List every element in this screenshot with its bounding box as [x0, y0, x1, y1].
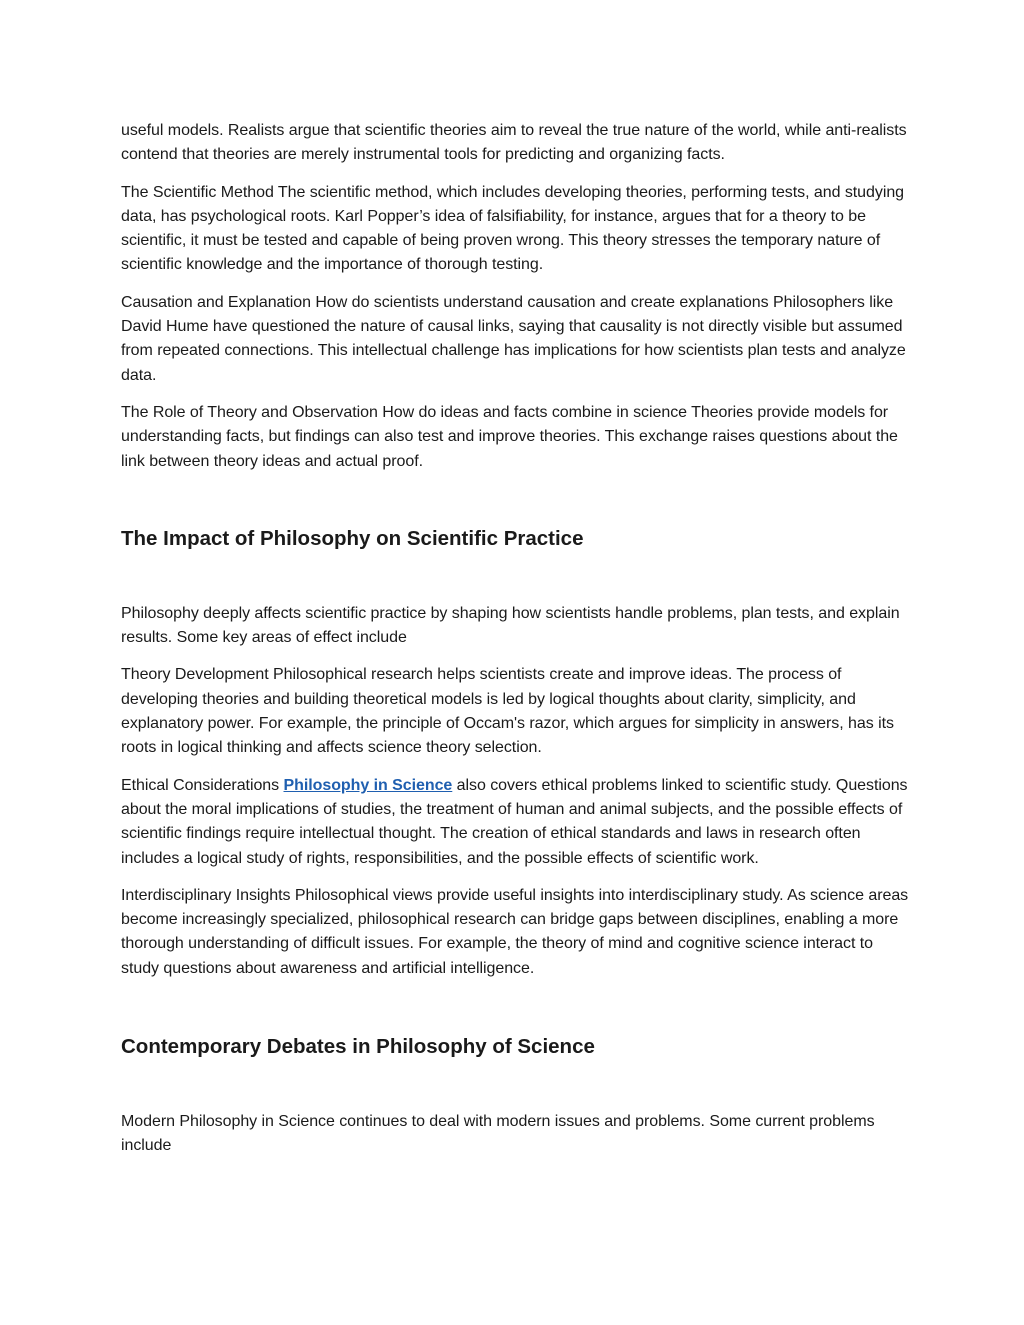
paragraph-theory-development: Theory Development Philosophical research helps scientists create and improve ideas. The process of developing theories and building theoretical models is led by logical thoughts about clarity, simplicity, and explanatory power. For example, the principle of Occam's razor, which argues for simplicity in answers, has its roots in logical thinking and affects science theory selection.: [121, 666, 894, 757]
paragraph-interdisciplinary: Interdisciplinary Insights Philosophical views provide useful insights into interdisciplinary study. As science areas become increasingly specialized, philosophical research can bridge gaps between disciplines, enabling a more thorough understanding of difficult issues. For example, the theory of mind and cognitive science interact to study questions about awareness and artificial intelligence.: [121, 886, 909, 977]
heading-impact: The Impact of Philosophy on Scientific Practice: [121, 526, 584, 550]
ethical-suffix: also covers ethical problems linked to scientific study. Questions about the moral implications of studies, the treatment of human and animal subjects, and the possible effects of scientific findings require intellectual thought. The creation of ethical standards and laws in research often includes a logical study of rights, responsibilities, and the possible effects of scientific work.: [121, 776, 908, 867]
document-page: [121, 119, 911, 1172]
heading-contemporary: Contemporary Debates in Philosophy of Science: [121, 1035, 595, 1059]
paragraph-theory-observation: The Role of Theory and Observation How do ideas and facts combine in science Theories provide models for understanding facts, but findings can also test and improve theories. This exchange raises questions about the link between theory ideas and actual proof.: [121, 403, 898, 470]
paragraph-causation: Causation and Explanation How do scientists understand causation and create explanations Philosophers like David Hume have questioned the nature of causal links, saying that causality is not directly visible but assumed from repeated connections. This intellectual challenge has implications for how scientists plan tests and analyze data.: [121, 293, 906, 384]
paragraph-realism: useful models. Realists argue that scientific theories aim to reveal the true nature of the world, while anti-realists contend that theories are merely instrumental tools for predicting and organizing facts.: [121, 122, 907, 164]
paragraph-ethical: [121, 774, 911, 871]
paragraph-impact-intro: Philosophy deeply affects scientific practice by shaping how scientists handle problems, plan tests, and explain results. Some key areas of effect include: [121, 604, 900, 647]
paragraph-contemporary-intro: Modern Philosophy in Science continues to deal with modern issues and problems. Some current problems include: [121, 1113, 875, 1155]
philosophy-in-science-link[interactable]: Philosophy in Science: [283, 776, 453, 794]
ethical-prefix: Ethical Considerations: [121, 776, 284, 794]
paragraph-scientific-method: The Scientific Method The scientific method, which includes developing theories, performing tests, and studying data, has psychological roots. Karl Popper’s idea of falsifiability, for instance, argues that for a theory to be scientific, it must be tested and capable of being proven wrong. This theory stresses the temporary nature of scientific knowledge and the importance of thorough testing.: [121, 183, 905, 274]
